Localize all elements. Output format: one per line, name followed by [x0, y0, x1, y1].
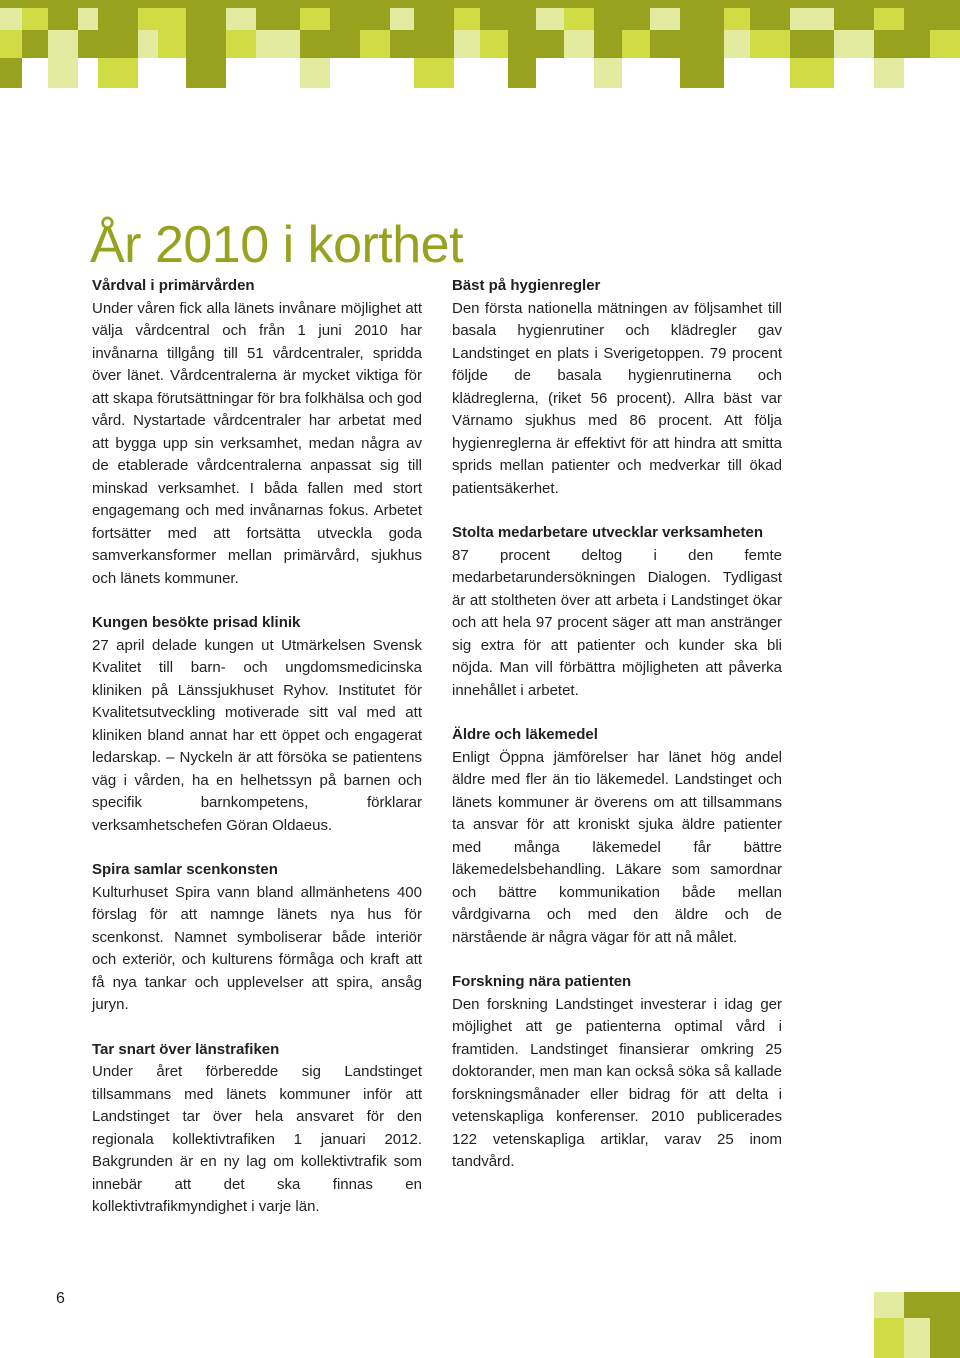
right-column — [452, 275, 782, 1196]
deco-square — [48, 8, 78, 30]
deco-square — [508, 30, 564, 58]
deco-square — [414, 8, 454, 30]
deco-square — [564, 8, 594, 30]
deco-square — [390, 8, 414, 30]
section-heading: Kungen besökte prisad klinik — [92, 614, 301, 631]
deco-square — [300, 58, 330, 88]
deco-square — [536, 8, 564, 30]
deco-square — [98, 8, 138, 30]
deco-square — [48, 58, 78, 88]
section-heading: Bäst på hygienregler — [452, 277, 601, 294]
deco-square — [186, 58, 226, 88]
left-column — [92, 275, 422, 1241]
section-body: 27 april delade kungen ut Utmärkelsen Svensk Kvalitet till barn- och ungdomsmedicinska kliniken på Länssjukhuset Ryhov. Institutet för Kvalitetsutveckling motiverade sitt val med att kliniken bland annat har ett öppet och engagerat ledarskap. – Nyckeln är att försöka se patientens väg i vården, ha en helhetssyn på barnen och specifik barnkompetens, förklarar verksamhetschefen Göran Oldaeus. — [92, 636, 422, 834]
deco-square — [48, 30, 78, 58]
deco-square — [680, 58, 724, 88]
deco-square — [78, 30, 138, 58]
section-heading: Spira samlar scenkonsten — [92, 861, 278, 878]
article-section — [92, 859, 422, 1017]
deco-square — [454, 8, 480, 30]
section-body: 87 procent deltog i den femte medarbetarundersökningen Dialogen. Tydligast är att stoltheten över att arbeta i Landstinget ökar och att hela 97 procent säger att man anstränger sig extra för att patienter och kunder ska bli nöjda. Man vill förbättra möjligheten att påverka innehållet i arbetet. — [452, 546, 782, 699]
deco-square — [874, 1318, 904, 1358]
article-section — [92, 612, 422, 837]
section-body: Under året förberedde sig Landstinget tillsammans med länets kommuner inför att Landstinget tar över hela ansvaret för den regionala kollektivtrafiken 1 januari 2012. Bakgrunden är en ny lag om kollektivtrafik som innebär att det ska finnas en kollektivtrafikmyndighet i varje län. — [92, 1063, 422, 1215]
deco-square — [138, 30, 158, 58]
section-heading: Stolta medarbetare utvecklar verksamheten — [452, 524, 763, 541]
deco-square — [330, 8, 390, 30]
page-number: 6 — [56, 1290, 65, 1307]
deco-square — [186, 8, 226, 30]
deco-square — [594, 58, 622, 88]
section-body: Den forskning Landstinget investerar i idag ger möjlighet att ge patienterna optimal vård i framtiden. Landstinget finansierar omkring 25 doktorander, men man kan också söka så kallade forskningsmånader eller bidrag för att delta i vetenskapliga konferenser. 2010 publicerades 122 vetenskapliga artiklar, varav 25 inom tandvård. — [452, 995, 782, 1170]
deco-square — [226, 8, 256, 30]
deco-square — [186, 30, 226, 58]
article-section — [452, 724, 782, 949]
deco-square — [98, 58, 138, 88]
section-body: Kulturhuset Spira vann bland allmänhetens 400 förslag för att namnge länets nya hus för scenkonst. Namnet symboliserar både interiör och exteriör, och kulturens förmåga och kraft att få nya tankar och upplevelser att spira, ansåg juryn. — [92, 883, 422, 1013]
article-section — [452, 971, 782, 1174]
deco-square — [480, 30, 508, 58]
deco-square — [650, 8, 680, 30]
deco-square — [930, 30, 960, 58]
deco-square — [256, 8, 300, 30]
deco-square — [680, 8, 724, 30]
deco-square — [790, 58, 834, 88]
article-section — [452, 522, 782, 702]
deco-square — [622, 30, 650, 58]
deco-square — [750, 8, 790, 30]
deco-square — [874, 30, 930, 58]
deco-square — [22, 30, 48, 58]
deco-square — [0, 0, 960, 8]
deco-square — [790, 30, 834, 58]
deco-square — [454, 30, 480, 58]
deco-square — [22, 8, 48, 30]
deco-square — [904, 1292, 960, 1318]
deco-square — [650, 30, 724, 58]
section-heading: Forskning nära patienten — [452, 973, 632, 990]
article-section — [452, 275, 782, 500]
deco-square — [594, 30, 622, 58]
deco-square — [724, 8, 750, 30]
section-heading: Äldre och läkemedel — [452, 726, 598, 743]
deco-square — [138, 8, 186, 30]
section-heading: Vårdval i primärvården — [92, 277, 255, 294]
deco-square — [360, 30, 390, 58]
deco-square — [594, 8, 650, 30]
section-body: Under våren fick alla länets invånare möjlighet att välja vårdcentral och från 1 juni 2010 har invånarna tillgång till 51 vårdcentraler, spridda över länet. Vårdcentralerna är mycket viktiga för att skapa förutsättningar för bra folkhälsa och god vård. Nystartade vårdcentraler har arbetat med att bygga upp sin verksamhet, medan några av de etablerade vårdcentralerna anpassat sig till minskad verksamhet. I båda fallen med stort engagemang och med invånarnas fokus. Arbetet fortsätter med att fortsätta utveckla goda samverkansformer mellan primärvård, sjukhus och länets kommuner. — [92, 299, 422, 587]
deco-square — [0, 58, 22, 88]
deco-square — [930, 1318, 960, 1358]
deco-square — [0, 30, 22, 58]
deco-square — [300, 8, 330, 30]
deco-square — [874, 58, 904, 88]
article-section — [92, 1039, 422, 1219]
deco-square — [724, 30, 750, 58]
deco-square — [158, 30, 186, 58]
deco-square — [390, 30, 454, 58]
deco-square — [226, 30, 256, 58]
deco-square — [564, 30, 594, 58]
deco-square — [834, 8, 874, 30]
deco-square — [300, 30, 360, 58]
deco-square — [256, 30, 300, 58]
deco-square — [508, 58, 536, 88]
deco-square — [904, 1318, 930, 1358]
deco-square — [750, 30, 790, 58]
deco-square — [874, 1292, 904, 1318]
page-title: År 2010 i korthet — [90, 215, 464, 274]
deco-square — [834, 30, 874, 58]
deco-square — [0, 8, 22, 30]
deco-square — [790, 8, 834, 30]
deco-square — [480, 8, 536, 30]
section-body: Den första nationella mätningen av följsamhet till basala hygienrutiner och klädregler gav Landstinget en plats i Sverigetoppen. 79 procent följde de basala hygienrutinerna och klädreglerna, (riket 56 procent). Allra bäst var Värnamo sjukhus med 86 procent. Att följa hygienreglerna är effektivt för att hindra att smitta sprids mellan patienter och medverkar till ökad patientsäkerhet. — [452, 299, 782, 497]
section-heading: Tar snart över länstrafiken — [92, 1040, 280, 1058]
section-body: Enligt Öppna jämförelser har länet hög andel äldre med fler än tio läkemedel. Landstinget och länets kommuner är överens om att tillsammans ta ansvar för att kroniskt sjuka äldre patienter med många läkemedel får bättre läkemedelsbehandling. Läkare som samordnar och bättre kommunikation både mellan vårdgivarna och med den äldre och de närstående är några vägar för att nå målet. — [452, 748, 782, 946]
deco-square — [78, 8, 98, 30]
article-section — [92, 275, 422, 590]
deco-square — [874, 8, 904, 30]
deco-square — [904, 8, 960, 30]
deco-square — [414, 58, 454, 88]
